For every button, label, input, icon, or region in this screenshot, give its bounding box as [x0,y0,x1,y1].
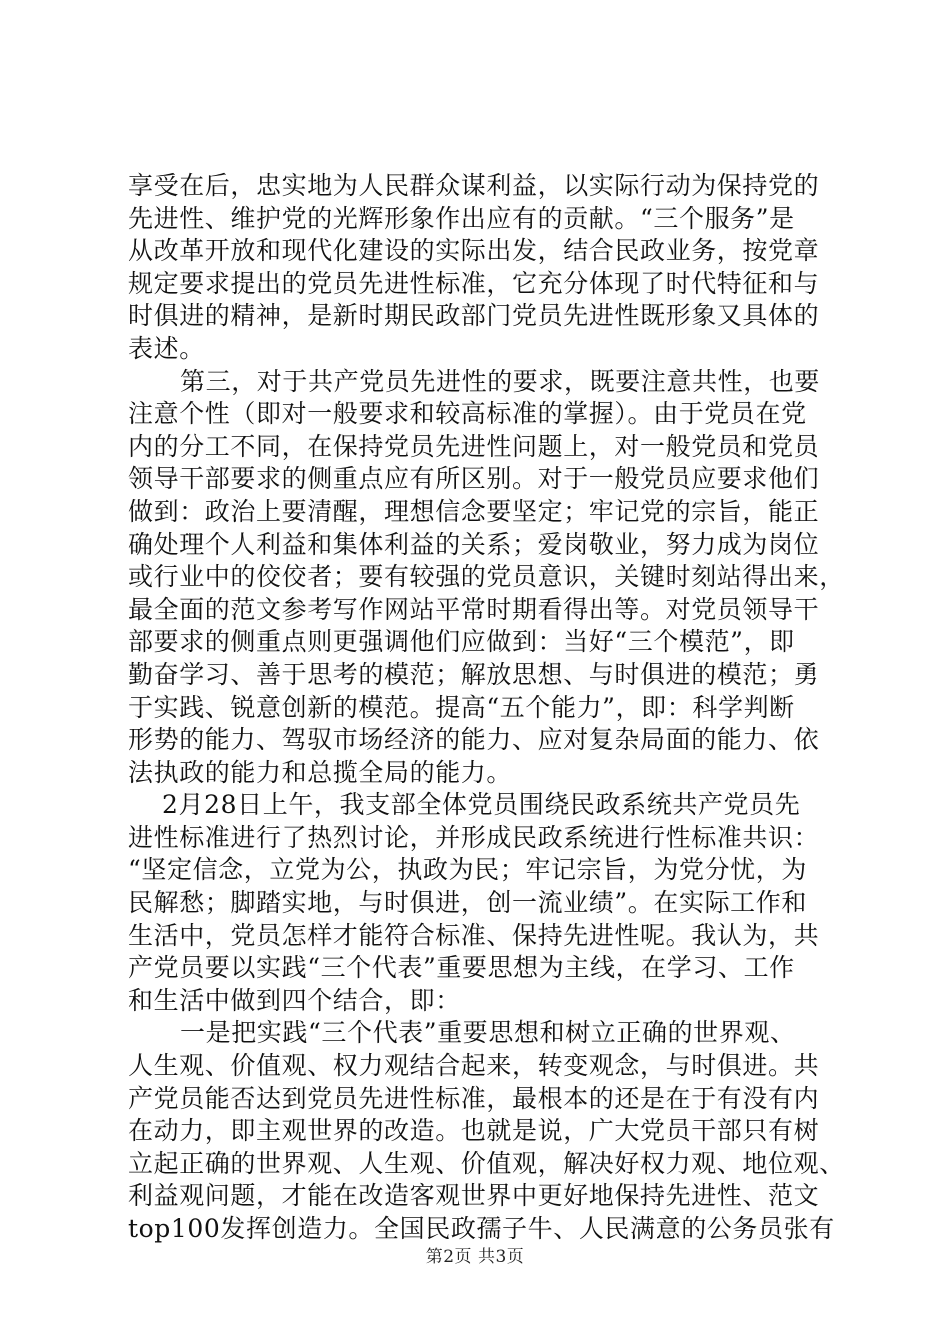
text-line: 于实践、锐意创新的模范。提高“五个能力”，即：科学判断 [128,692,795,722]
document-body [128,170,845,1246]
text-line: 时俱进的精神，是新时期民政部门党员先进性既形象又具体的 [128,301,820,331]
text-line: 享受在后，忠实地为人民群众谋利益，以实际行动为保持党的 [128,171,820,200]
text-line: 或行业中的佼佼者；要有较强的党员意识，关键时刻站得出来， [128,562,845,592]
text-line: 规定要求提出的党员先进性标准，它充分体现了时代特征和与 [128,268,820,298]
text-line: 生活中，党员怎样才能符合标准、保持先进性呢。我认为，共 [128,920,820,950]
text-line: 确处理个人利益和集体利益的关系；爱岗敬业，努力成为岗位 [128,529,820,559]
text-line: 法执政的能力和总揽全局的能力。 [128,757,513,787]
text-line: 产党员要以实践“三个代表”重要思想为主线，在学习、工作 [128,953,795,983]
text-line: 注意个性（即对一般要求和较高标准的掌握）。由于党员在党 [128,399,807,429]
text-line: 内的分工不同，在保持党员先进性问题上，对一般党员和党员 [128,431,820,461]
text-line: “坚定信念，立党为公，执政为民；牢记宗旨，为党分忧，为 [128,855,807,885]
text-line: 部要求的侧重点则更强调他们应做到：当好“三个模范”，即 [128,627,795,657]
text-line: 勤奋学习、善于思考的模范；解放思想、与时俱进的模范；勇 [128,659,820,689]
page-footer [0,1242,950,1267]
text-line: 形势的能力、驾驭市场经济的能力、应对复杂局面的能力、依 [128,725,820,755]
paragraph-start-line: 第三，对于共产党员先进性的要求，既要注意共性，也要 [180,366,821,396]
page-number-label: 第2页 共3页 [425,1247,525,1267]
text-line: 在动力，即主观世界的改造。也就是说，广大党员干部只有树 [128,1116,820,1146]
paragraph-start-line: 2月28日上午，我支部全体党员围绕民政系统共产党员先 [162,790,801,820]
text-line: 最全面的范文参考写作网站平常时期看得出等。对党员领导干 [128,594,820,624]
text-line: 产党员能否达到党员先进性标准，最根本的还是在于有没有内 [128,1083,820,1113]
text-line: 进性标准进行了热烈讨论，并形成民政系统进行性标准共识： [128,822,820,852]
text-line: 表述。 [128,333,205,363]
text-line: 做到：政治上要清醒，理想信念要坚定；牢记党的宗旨，能正 [128,496,820,526]
text-line: 从改革开放和现代化建设的实际出发，结合民政业务，按党章 [128,236,820,266]
text-line: 先进性、维护党的光辉形象作出应有的贡献。“三个服务”是 [128,203,795,233]
paragraph-start-line: 一是把实践“三个代表”重要思想和树立正确的世界观、 [180,1018,796,1048]
text-line: 民解愁；脚踏实地，与时俱进，创一流业绩”。在实际工作和 [128,888,807,918]
text-line: 立起正确的世界观、人生观、价值观，解决好权力观、地位观、 [128,1148,845,1178]
text-line: top100发挥创造力。全国民政孺子牛、人民满意的公务员张有 [128,1214,835,1243]
text-line: 人生观、价值观、权力观结合起来，转变观念，与时俱进。共 [128,1051,820,1081]
text-line: 利益观问题，才能在改造客观世界中更好地保持先进性、范文 [128,1181,820,1211]
text-line: 领导干部要求的侧重点应有所区别。对于一般党员应要求他们 [128,464,820,494]
text-line: 和生活中做到四个结合，即： [128,985,461,1015]
